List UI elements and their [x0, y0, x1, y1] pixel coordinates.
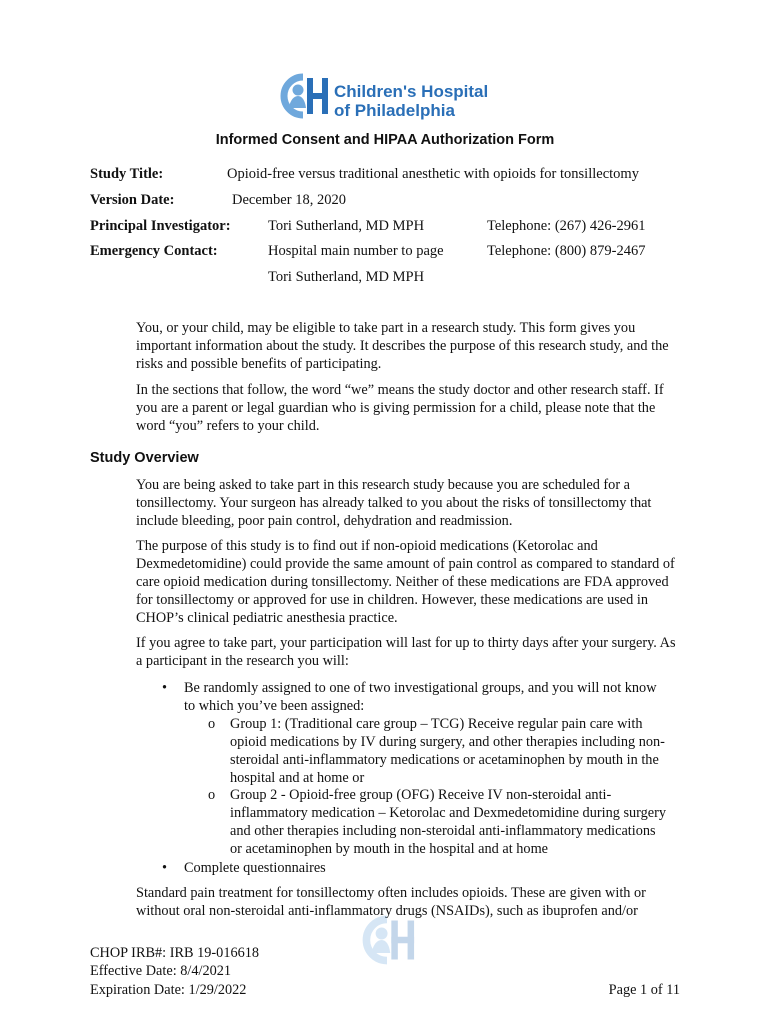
chop-logo-icon — [276, 72, 330, 120]
intro-paragraph-1: You, or your child, may be eligible to take part in a research study. This form gives you important information about the study. It describes the purpose of this research study, and the risks and possible benefits of participating. — [136, 320, 669, 372]
emergency-phone: Telephone: (800) 879-2467 — [487, 243, 646, 259]
version-date-label: Version Date: — [90, 192, 175, 208]
circle-bullet-icon: o — [208, 716, 216, 732]
circle-bullet-icon: o — [208, 787, 216, 803]
list-item — [208, 786, 668, 858]
study-title-value: Opioid-free versus traditional anesthetic with opioids for tonsillectomy — [227, 166, 639, 182]
sub-bullet-2-text: Group 2 - Opioid-free group (OFG) Receive IV non-steroidal anti-inflammatory medication – Ketorolac and Dexmedetomidine during surgery and other therapies including non-steroidal anti-inflammatory medications or acetaminophen by mouth in the hospital and at home — [230, 787, 667, 857]
bullet-1-text: Be randomly assigned to one of two investigational groups, and you will not know to which you’ve been assigned: — [184, 680, 657, 714]
pi-label: Principal Investigator: — [90, 218, 231, 234]
chop-watermark-icon — [346, 914, 428, 966]
bullet-2-text: Complete questionnaires — [184, 860, 326, 876]
footer-effective-date: Effective Date: 8/4/2021 — [90, 963, 232, 979]
overview-paragraph-1: You are being asked to take part in this research study because you are scheduled for a tonsillectomy. Your surgeon has already talked to you about the risks of tonsillectomy that include bleeding, poor pain control, dehydration and readmission. — [136, 477, 652, 529]
sub-bullet-1-text: Group 1: (Traditional care group – TCG) Receive regular pain care with opioid medications by IV during surgery, and other therapies including non-steroidal anti-inflammatory medications or acetaminophen by mouth in the hospital and at home or — [230, 716, 665, 786]
emergency-label: Emergency Contact: — [90, 243, 218, 259]
page-number: Page 1 of 11 — [608, 982, 680, 998]
logo-line-2: of Philadelphia — [334, 101, 455, 120]
version-date-value: December 18, 2020 — [232, 192, 346, 208]
pi-name: Tori Sutherland, MD MPH — [268, 218, 425, 234]
intro-paragraph-2: In the sections that follow, the word “we” means the study doctor and other research staff. If you are a parent or legal guardian who is giving permission for a child, please note that the word “you” refers to your child. — [136, 382, 664, 434]
overview-paragraph-3: If you agree to take part, your participation will last for up to thirty days after your surgery. As a participant in the research you will: — [136, 635, 676, 669]
list-item — [162, 859, 662, 877]
pi-phone: Telephone: (267) 426-2961 — [487, 218, 646, 234]
list-item — [162, 679, 662, 715]
emergency-line-2: Tori Sutherland, MD MPH — [268, 269, 425, 285]
overview-paragraph-2: The purpose of this study is to find out if non-opioid medications (Ketorolac and Dexmedetomidine) could provide the same amount of pain control as compared to standard of care opioid medication during tonsillectomy. Neither of these medications are FDA approved for tonsillectomy or approved for use in children. However, these medications are used in CHOP’s clinical pediatric anesthesia practice. — [136, 538, 675, 626]
emergency-line-1: Hospital main number to page — [268, 243, 444, 259]
chop-logo — [276, 72, 496, 122]
footer-irb: CHOP IRB#: IRB 19-016618 — [90, 945, 260, 961]
study-title-label: Study Title: — [90, 166, 164, 182]
logo-line-1: Children's Hospital — [334, 82, 489, 101]
list-item — [208, 715, 668, 787]
overview-paragraph-4: Standard pain treatment for tonsillectomy often includes opioids. These are given with or without oral non-steroidal anti-inflammatory drugs (NSAIDs), such as ibuprofen and/or — [136, 885, 646, 919]
form-title: Informed Consent and HIPAA Authorization Form — [215, 132, 555, 148]
bullet-icon: • — [162, 860, 168, 876]
bullet-icon: • — [162, 680, 168, 696]
footer-expiration-date: Expiration Date: 1/29/2022 — [90, 982, 247, 998]
study-overview-heading: Study Overview — [90, 450, 199, 466]
